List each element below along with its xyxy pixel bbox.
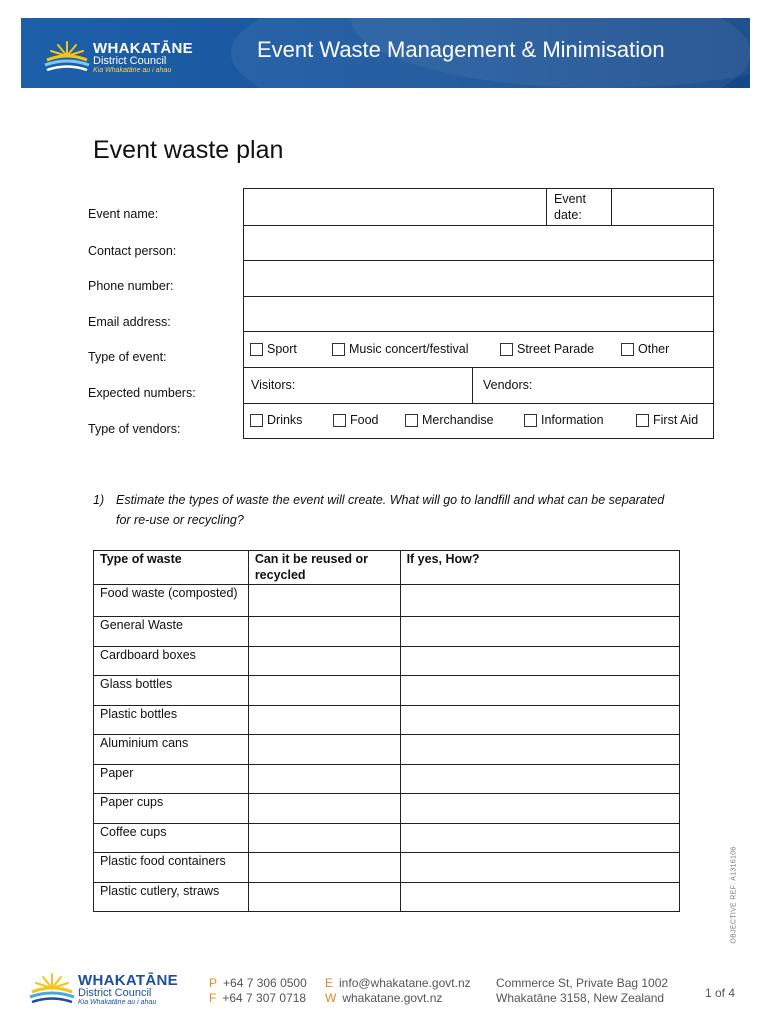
event-name-row [244, 189, 713, 226]
checkbox-icon [333, 414, 346, 427]
waste-type-cell: Paper cups [94, 794, 249, 824]
column-header: Type of waste [94, 551, 249, 585]
waste-type-cell: Paper [94, 764, 249, 794]
question-number: 1) [93, 493, 105, 507]
checkbox-icon [621, 343, 634, 356]
checkbox-icon [332, 343, 345, 356]
how-cell[interactable] [400, 585, 679, 617]
table-row [94, 705, 680, 735]
table-row [94, 676, 680, 706]
footer-address-line-2: Whakatāne 3158, New Zealand [496, 991, 665, 1005]
how-cell[interactable] [400, 617, 679, 647]
event-details-form [243, 188, 714, 439]
checkbox-icon [405, 414, 418, 427]
waste-type-cell: Plastic bottles [94, 705, 249, 735]
waste-type-cell: Coffee cups [94, 823, 249, 853]
page-title: Event waste plan [93, 136, 284, 164]
footer-email[interactable]: E info@whakatane.govt.nz [325, 976, 471, 990]
table-row [94, 585, 680, 617]
logo-name: WHAKATĀNE [78, 971, 178, 989]
how-cell[interactable] [400, 823, 679, 853]
checkbox-icon [524, 414, 537, 427]
visitors-field[interactable] [304, 368, 472, 403]
waste-type-cell: Food waste (composted) [94, 585, 249, 617]
vendor-type-row [244, 404, 713, 440]
vendor-type-drinks-checkbox[interactable]: Drinks [250, 413, 302, 427]
table-row [94, 882, 680, 912]
vendors-field[interactable] [539, 368, 713, 403]
logo-tagline: Kia Whakatāne au i ahau [78, 998, 157, 1006]
question-text: Estimate the types of waste the event will create. What will go to landfill and what can be separated for re-use or recycling? [116, 493, 665, 527]
table-row [94, 853, 680, 883]
checkbox-icon [636, 414, 649, 427]
vendor-type-information-checkbox[interactable]: Information [524, 413, 604, 427]
phone-number-label: Phone number: [88, 279, 174, 293]
how-cell[interactable] [400, 735, 679, 765]
table-header-row [94, 551, 680, 585]
footer-phone: P +64 7 306 0500 [209, 976, 307, 990]
how-cell[interactable] [400, 676, 679, 706]
email-address-label: Email address: [88, 315, 171, 329]
sun-wave-logo-icon [43, 38, 91, 76]
how-cell[interactable] [400, 882, 679, 912]
reusable-cell[interactable] [248, 646, 400, 676]
event-type-music-checkbox[interactable]: Music concert/festival [332, 342, 468, 356]
column-header: Can it be reused or recycled [248, 551, 400, 585]
header-title: Event Waste Management & Minimisation [257, 37, 665, 62]
objective-reference: OBJECTIVE REF: A1316106 [730, 846, 738, 944]
footer-address-line-1: Commerce St, Private Bag 1002 [496, 976, 669, 990]
sun-wave-logo-icon [28, 970, 76, 1008]
logo-subtitle: District Council [78, 986, 152, 999]
logo-subtitle: District Council [93, 54, 167, 67]
contact-person-field[interactable] [244, 226, 713, 261]
how-cell[interactable] [400, 705, 679, 735]
waste-type-cell: Cardboard boxes [94, 646, 249, 676]
how-cell[interactable] [400, 853, 679, 883]
vendor-type-merchandise-checkbox[interactable]: Merchandise [405, 413, 494, 427]
footer-website[interactable]: W whakatane.govt.nz [325, 991, 443, 1005]
vendor-type-food-checkbox[interactable]: Food [333, 413, 379, 427]
waste-type-cell: Plastic cutlery, straws [94, 882, 249, 912]
how-cell[interactable] [400, 646, 679, 676]
reusable-cell[interactable] [248, 882, 400, 912]
contact-person-label: Contact person: [88, 244, 177, 258]
vendors-label: Vendors: [483, 378, 533, 392]
event-type-other-checkbox[interactable]: Other [621, 342, 669, 356]
phone-number-field[interactable] [244, 261, 713, 297]
reusable-cell[interactable] [248, 585, 400, 617]
logo-name: WHAKATĀNE [93, 39, 193, 57]
waste-type-cell: General Waste [94, 617, 249, 647]
table-row [94, 617, 680, 647]
how-cell[interactable] [400, 794, 679, 824]
type-of-vendors-label: Type of vendors: [88, 422, 181, 436]
waste-type-cell: Glass bottles [94, 676, 249, 706]
page-number: 1 of 4 [705, 986, 736, 1000]
reusable-cell[interactable] [248, 676, 400, 706]
table-row [94, 764, 680, 794]
event-date-label: Event date: [554, 192, 586, 222]
checkbox-icon [500, 343, 513, 356]
event-type-parade-checkbox[interactable]: Street Parade [500, 342, 594, 356]
vendor-type-first-aid-checkbox[interactable]: First Aid [636, 413, 698, 427]
column-header: If yes, How? [400, 551, 679, 585]
event-date-field[interactable] [612, 189, 713, 225]
waste-type-cell: Aluminium cans [94, 735, 249, 765]
expected-numbers-row [244, 368, 713, 404]
event-type-sport-checkbox[interactable]: Sport [250, 342, 297, 356]
visitors-label: Visitors: [251, 378, 296, 392]
how-cell[interactable] [400, 764, 679, 794]
reusable-cell[interactable] [248, 794, 400, 824]
table-row [94, 735, 680, 765]
reusable-cell[interactable] [248, 705, 400, 735]
reusable-cell[interactable] [248, 735, 400, 765]
table-row [94, 794, 680, 824]
header-banner [21, 18, 750, 88]
type-of-event-label: Type of event: [88, 350, 167, 364]
checkbox-icon [250, 343, 263, 356]
waste-types-table [93, 550, 680, 912]
event-name-field[interactable] [244, 189, 546, 225]
logo-tagline: Kia Whakatāne au i ahau [93, 66, 172, 74]
waste-type-cell: Plastic food containers [94, 853, 249, 883]
reusable-cell[interactable] [248, 853, 400, 883]
footer-council-logo [28, 970, 178, 1008]
event-name-label: Event name: [88, 207, 159, 221]
footer-fax: F +64 7 307 0718 [209, 991, 307, 1005]
council-logo [43, 38, 193, 76]
email-address-field[interactable] [244, 297, 713, 332]
table-row [94, 646, 680, 676]
event-type-row [244, 332, 713, 368]
reusable-cell[interactable] [248, 617, 400, 647]
table-row [94, 823, 680, 853]
checkbox-icon [250, 414, 263, 427]
expected-numbers-label: Expected numbers: [88, 386, 196, 400]
reusable-cell[interactable] [248, 764, 400, 794]
reusable-cell[interactable] [248, 823, 400, 853]
